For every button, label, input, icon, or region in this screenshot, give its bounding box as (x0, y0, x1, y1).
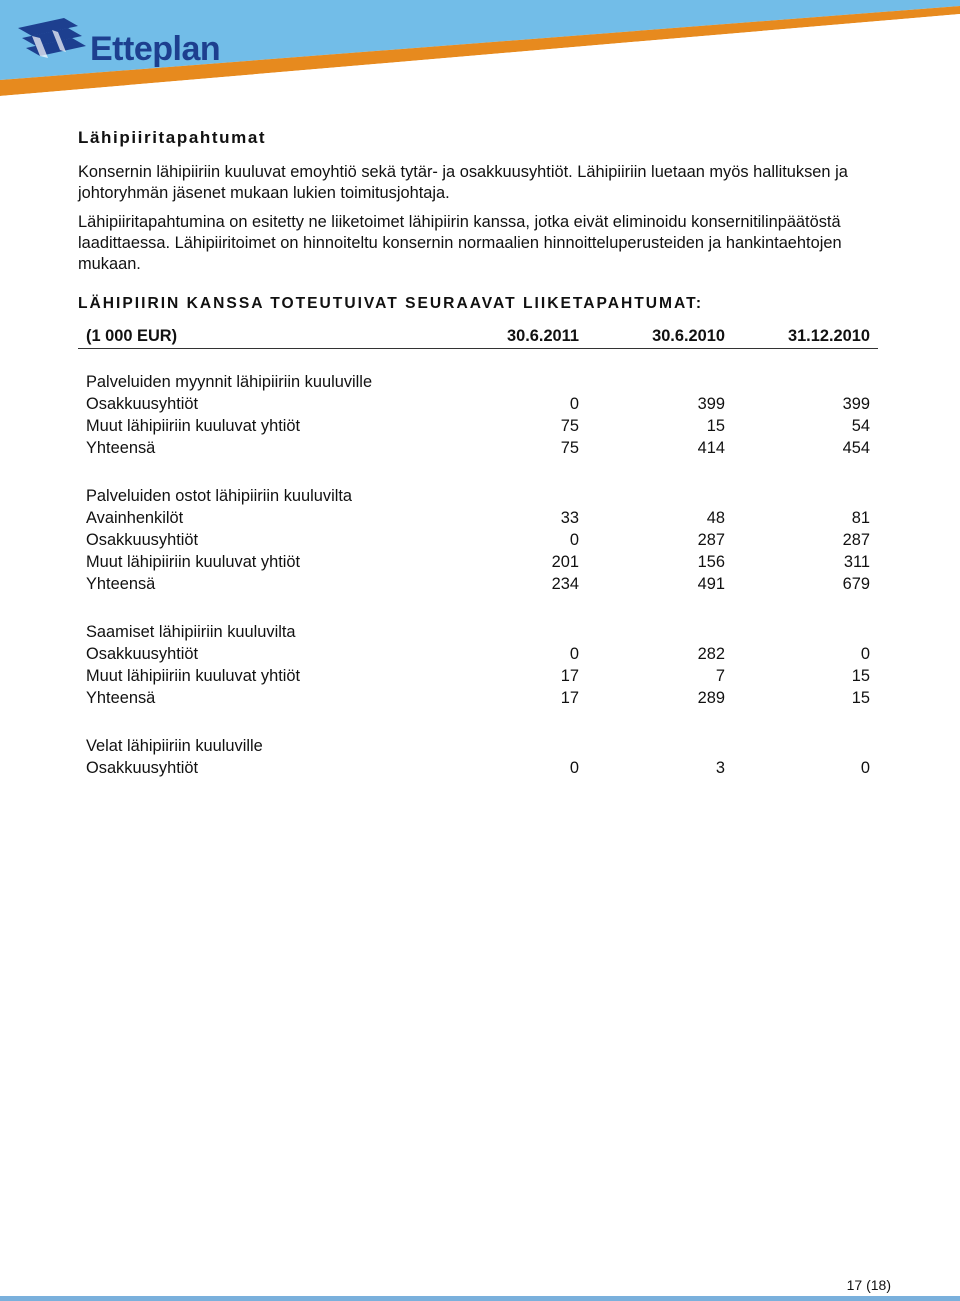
group-title (78, 621, 878, 643)
row-value: 48 (706, 509, 725, 527)
row-value: 156 (697, 553, 725, 571)
related-party-table (78, 325, 878, 779)
group-title-label: Velat lähipiiriin kuuluville (86, 737, 263, 755)
row-value: 75 (560, 417, 579, 435)
table-row (78, 507, 878, 529)
page-header (0, 0, 960, 100)
row-label: Yhteensä (86, 689, 156, 707)
section-title: Lähipiiritapahtumat (78, 128, 267, 147)
row-value: 311 (843, 553, 870, 571)
group-title (78, 735, 878, 757)
group-title-label: Saamiset lähipiiriin kuuluvilta (86, 623, 296, 641)
row-value: 33 (560, 509, 579, 527)
row-value: 0 (860, 645, 870, 663)
row-value: 287 (842, 531, 870, 549)
row-value: 0 (860, 759, 870, 777)
table-row (78, 757, 878, 779)
row-value: 282 (697, 645, 725, 663)
row-value: 454 (842, 439, 870, 457)
header-unit: (1 000 EUR) (86, 327, 178, 345)
group-title-label: Palveluiden ostot lähipiiriin kuuluvilta (86, 487, 353, 505)
row-value: 17 (560, 667, 579, 685)
row-value: 289 (697, 689, 725, 707)
row-value: 399 (842, 395, 870, 413)
table-row (78, 415, 878, 437)
row-label: Osakkuusyhtiöt (86, 759, 199, 777)
row-value: 414 (697, 439, 725, 457)
paragraph-1: Konsernin lähipiiriin kuuluvat emoyhtiö sekä tytär- ja osakkuusyhtiöt. Lähipiiriin luetaan myös hallituksen ja johtoryhmän jäsenet mukaan lukien toimitusjohtaja. (78, 163, 848, 202)
row-value: 17 (560, 689, 579, 707)
group-title (78, 371, 878, 393)
table-subtitle: LÄHIPIIRIN KANSSA TOTEUTUIVAT SEURAAVAT LIIKETAPAHTUMAT: (78, 295, 704, 312)
paragraph-2: Lähipiiritapahtumina on esitetty ne liiketoimet lähipiirin kanssa, jotka eivät eliminoidu konsernitilinpäätöstä laadittaessa. Lähipiiritoimet on hinnoiteltu konsernin normaalien hinnoitteluperusteiden ja hankintaehtojen mukaan. (78, 213, 842, 273)
row-label: Yhteensä (86, 439, 156, 457)
row-label: Osakkuusyhtiöt (86, 645, 199, 663)
row-value: 0 (569, 531, 579, 549)
row-value: 399 (697, 395, 725, 413)
header-col-1: 30.6.2011 (506, 327, 579, 345)
row-value: 3 (715, 759, 725, 777)
header-col-3: 31.12.2010 (787, 327, 870, 345)
row-label: Muut lähipiiriin kuuluvat yhtiöt (86, 553, 301, 571)
document-body (78, 128, 878, 779)
table-row (78, 437, 878, 459)
row-value: 15 (851, 689, 870, 707)
row-label: Avainhenkilöt (86, 509, 184, 527)
bottom-border (0, 1296, 960, 1301)
table-row (78, 551, 878, 573)
row-value: 15 (851, 667, 870, 685)
row-value: 0 (569, 645, 579, 663)
row-value: 0 (569, 759, 579, 777)
row-value: 15 (706, 417, 725, 435)
row-value: 54 (851, 417, 870, 435)
row-value: 81 (851, 509, 870, 527)
row-value: 75 (560, 439, 579, 457)
table-row (78, 529, 878, 551)
table-row (78, 393, 878, 415)
row-value: 679 (842, 575, 870, 593)
table-row (78, 643, 878, 665)
table-header-row (78, 325, 878, 349)
row-value: 201 (551, 553, 579, 571)
table-row (78, 665, 878, 687)
page-number: 17 (18) (846, 1277, 891, 1293)
table-row (78, 687, 878, 709)
header-col-2: 30.6.2010 (652, 327, 725, 345)
row-value: 287 (697, 531, 725, 549)
row-label: Muut lähipiiriin kuuluvat yhtiöt (86, 417, 301, 435)
row-value: 0 (569, 395, 579, 413)
group-title-label: Palveluiden myynnit lähipiiriin kuuluville (86, 373, 373, 391)
row-value: 491 (697, 575, 725, 593)
row-value: 234 (551, 575, 579, 593)
row-label: Yhteensä (86, 575, 156, 593)
row-value: 7 (715, 667, 725, 685)
brand-name: Etteplan (90, 30, 221, 68)
row-label: Muut lähipiiriin kuuluvat yhtiöt (86, 667, 301, 685)
row-label: Osakkuusyhtiöt (86, 395, 199, 413)
row-label: Osakkuusyhtiöt (86, 531, 199, 549)
group-title (78, 485, 878, 507)
table-row (78, 573, 878, 595)
